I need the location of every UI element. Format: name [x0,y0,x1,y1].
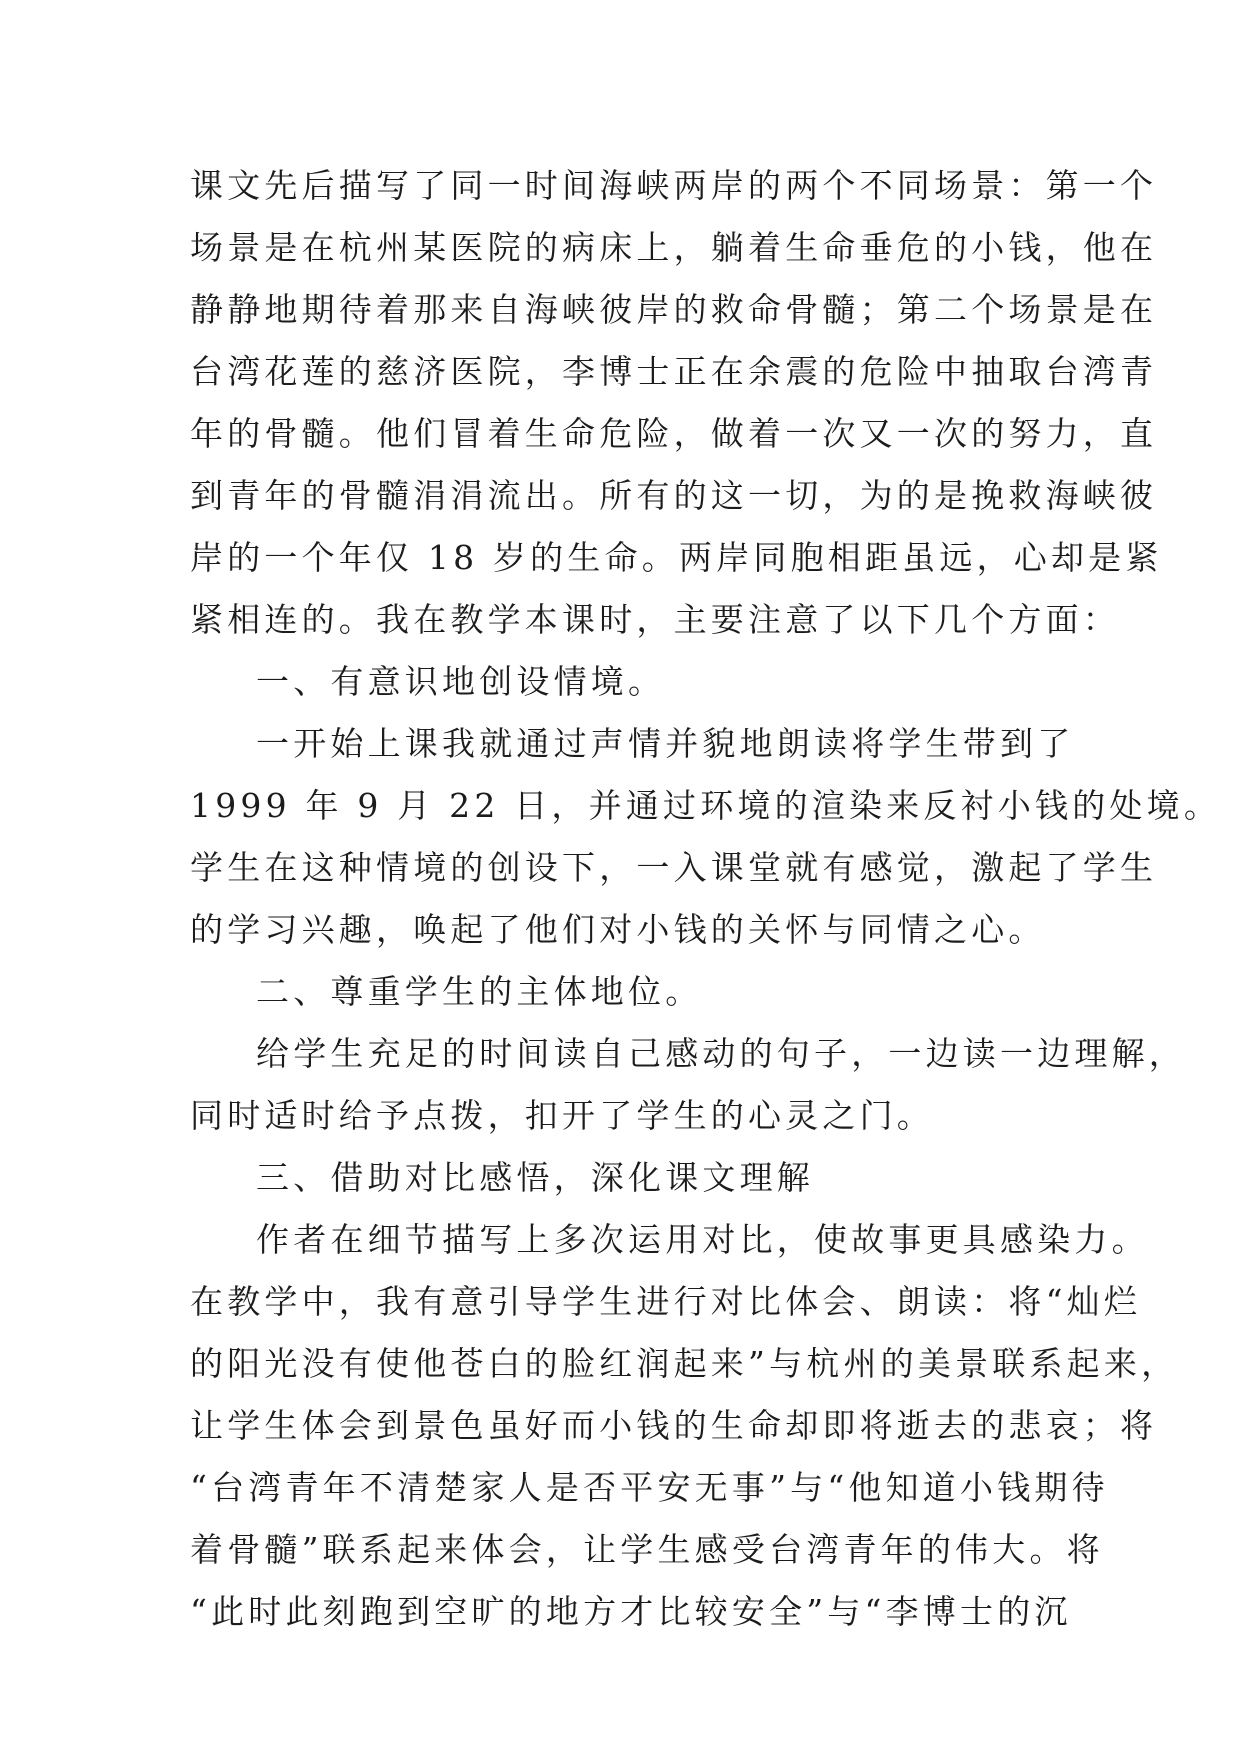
paragraph-line: 同时适时给予点拨，扣开了学生的心灵之门。 [190,1096,934,1135]
paragraph-line: 年的骨髓。他们冒着生命危险，做着一次又一次的努力，直 [190,414,1158,453]
section-heading: 一、有意识地创设情境。 [256,662,666,701]
paragraph-line: 作者在细节描写上多次运用对比，使故事更具感染力。 [256,1220,1149,1259]
section-heading: 三、借助对比感悟，深化课文理解 [256,1158,814,1197]
paragraph-line: 场景是在杭州某医院的病床上，躺着生命垂危的小钱，他在 [190,228,1158,267]
paragraph-line: 1999 年 9 月 22 日，并通过环境的渲染来反衬小钱的处境。 [190,786,1222,825]
paragraph-line: 的阳光没有使他苍白的脸红润起来”与杭州的美景联系起来， [190,1344,1179,1383]
paragraph-line: 着骨髓”联系起来体会，让学生感受台湾青年的伟大。将 [190,1530,1104,1569]
paragraph-line: 紧相连的。我在教学本课时，主要注意了以下几个方面： [190,600,1120,639]
paragraph-line: 的学习兴趣，唤起了他们对小钱的关怀与同情之心。 [190,910,1046,949]
paragraph-line: 静静地期待着那来自海峡彼岸的救命骨髓；第二个场景是在 [190,290,1158,329]
paragraph-line: “台湾青年不清楚家人是否平安无事”与“他知道小钱期待 [190,1468,1109,1507]
paragraph-line: 在教学中，我有意引导学生进行对比体会、朗读：将“灿烂 [190,1282,1142,1321]
section-heading: 二、尊重学生的主体地位。 [256,972,703,1011]
paragraph-line: 岸的一个年仅 18 岁的生命。两岸同胞相距虽远，心却是紧 [190,538,1163,577]
paragraph-line: 到青年的骨髓涓涓流出。所有的这一切，为的是挽救海峡彼 [190,476,1158,515]
paragraph-line: 让学生体会到景色虽好而小钱的生命却即将逝去的悲哀；将 [190,1406,1158,1445]
paragraph-line: 课文先后描写了同一时间海峡两岸的两个不同场景：第一个 [190,166,1158,205]
paragraph-line: 学生在这种情境的创设下，一入课堂就有感觉，激起了学生 [190,848,1158,887]
paragraph-line: 一开始上课我就通过声情并貌地朗读将学生带到了 [256,724,1075,763]
paragraph-line: 给学生充足的时间读自己感动的句子，一边读一边理解， [256,1034,1186,1073]
paragraph-line: “此时此刻跑到空旷的地方才比较安全”与“李博士的沉 [190,1592,1072,1631]
paragraph-line: 台湾花莲的慈济医院，李博士正在余震的危险中抽取台湾青 [190,352,1158,391]
body-text [190,155,1222,1643]
